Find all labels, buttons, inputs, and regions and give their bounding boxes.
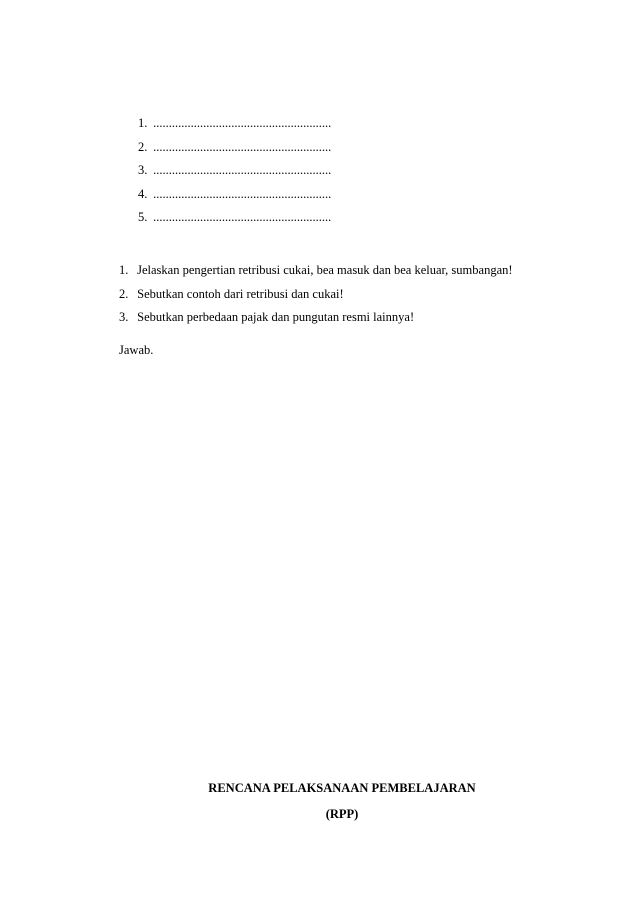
- question-text: Jelaskan pengertian retribusi cukai, bea masuk dan bea keluar, sumbangan!: [137, 263, 513, 277]
- question-item: [119, 259, 513, 283]
- list-item: [138, 112, 331, 136]
- list-item: [138, 206, 331, 230]
- answer-blank-list: [138, 112, 331, 230]
- answer-blank: .........................................................: [153, 163, 332, 177]
- item-number: 1.: [138, 116, 148, 130]
- rpp-title: RENCANA PELAKSANAAN PEMBELAJARAN: [208, 781, 476, 795]
- list-item: [138, 183, 331, 207]
- list-item: [138, 159, 331, 183]
- item-number: 4.: [138, 186, 148, 201]
- answer-blank: .........................................................: [153, 210, 332, 224]
- question-list: [119, 259, 513, 330]
- question-number: 2.: [119, 286, 129, 301]
- answer-label: Jawab.: [119, 343, 154, 357]
- question-item: [119, 306, 513, 330]
- item-number: 3.: [138, 163, 148, 177]
- answer-blank: .........................................................: [153, 139, 332, 154]
- item-number: 5.: [138, 210, 148, 224]
- question-number: 3.: [119, 310, 129, 324]
- question-text: Sebutkan contoh dari retribusi dan cukai!: [137, 286, 344, 301]
- item-number: 2.: [138, 139, 148, 154]
- question-item: [119, 283, 513, 307]
- question-number: 1.: [119, 263, 129, 277]
- rpp-subtitle: (RPP): [325, 807, 359, 821]
- answer-blank: .........................................................: [153, 186, 332, 201]
- question-text: Sebutkan perbedaan pajak dan pungutan resmi lainnya!: [137, 310, 415, 324]
- answer-blank: .........................................................: [153, 116, 332, 130]
- list-item: [138, 136, 331, 160]
